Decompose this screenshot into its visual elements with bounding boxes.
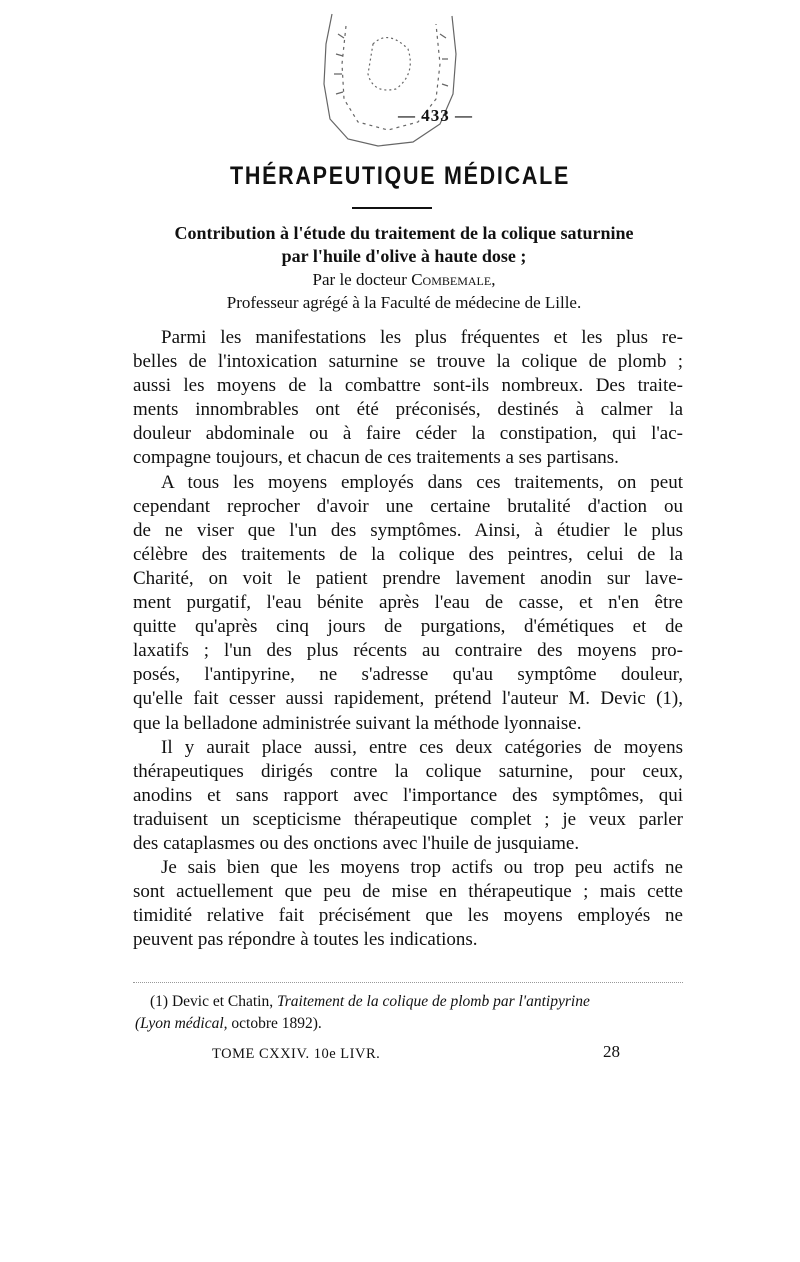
- title-divider: [352, 207, 432, 209]
- article-title-line-1: Contribution à l'étude du traitement de la colique saturnine: [174, 223, 634, 243]
- body-line: Je sais bien que les moyens trop actifs ou trop peu actifs ne: [161, 857, 683, 879]
- body-line: posés, l'antipyrine, ne s'adresse qu'au symptôme douleur,: [133, 664, 683, 686]
- author-line-1: [120, 268, 688, 291]
- body-line: ments innombrables ont été préconisés, destinés à calmer la: [133, 399, 683, 421]
- body-line: qu'elle fait cesser aussi rapidement, prétend l'auteur M. Devic (1),: [133, 688, 683, 710]
- body-line: Charité, on voit le patient prendre lavement anodin sur lave-: [133, 567, 683, 589]
- body-line: douleur abdominale ou à faire céder la constipation, qui l'ac-: [133, 423, 683, 445]
- library-stamp-image: [318, 4, 460, 150]
- section-title: THÉRAPEUTIQUE MÉDICALE: [229, 162, 571, 190]
- body-line: compagne toujours, et chacun de ces traitements a ses partisans.: [133, 447, 619, 469]
- body-line: Parmi les manifestations les plus fréquentes et les plus re-: [161, 327, 683, 348]
- body-line: ment purgatif, l'eau bénite après l'eau de casse, et n'en être: [133, 592, 683, 614]
- body-line: célèbre des traitements de la colique des peintres, celui de la: [133, 543, 683, 565]
- footnote: [135, 991, 700, 1035]
- body-line: sont actuellement que peu de mise en thérapeutique ; mais cette: [133, 881, 683, 903]
- signature-number: 28: [603, 1042, 620, 1061]
- body-line: aussi les moyens de la combattre sont-ils nombreux. Des traite-: [133, 375, 683, 397]
- author-prefix: Par le docteur: [312, 270, 412, 289]
- body-line: thérapeutiques dirigés contre la colique saturnine, pour ceux,: [133, 760, 683, 782]
- body-line: anodins et sans rapport avec l'importance des symptômes, qui: [133, 784, 683, 806]
- body-line: belles de l'intoxication saturnine se trouve la colique de plomb ;: [133, 351, 683, 373]
- body-text: [133, 326, 683, 952]
- footnote-date: octobre 1892).: [227, 1015, 322, 1032]
- body-line: peuvent pas répondre à toutes les indications.: [133, 929, 478, 951]
- body-line: quitte qu'après cinq jours de purgations, d'émétiques et de: [133, 616, 683, 638]
- page-number: — 433 —: [398, 106, 473, 125]
- body-line: timidité relative fait précisément que les moyens employés ne: [133, 905, 683, 927]
- article-title-line-2: par l'huile d'olive à haute dose ;: [281, 246, 527, 266]
- author-affiliation: Professeur agrégé à la Faculté de médecine de Lille.: [226, 293, 582, 312]
- author-block: [120, 268, 688, 314]
- footnote-marker: (1) Devic et Chatin,: [150, 993, 277, 1010]
- article-title: [120, 222, 688, 268]
- signature-label: TOME CXXIV. 10e LIVR.: [212, 1046, 381, 1062]
- footnote-line-2: [135, 1013, 700, 1035]
- body-line: de ne viser que l'un des symptômes. Ainsi, à étudier le plus: [133, 519, 683, 541]
- body-line: cependant reprocher d'avoir une certaine brutalité d'action ou: [133, 495, 683, 517]
- body-line: laxatifs ; l'un des plus récents au contraire des moyens pro-: [133, 640, 683, 662]
- footnote-line-1: [150, 991, 700, 1013]
- footnote-source: (Lyon médical,: [135, 1015, 228, 1032]
- body-line: des cataplasmes ou des onctions avec l'huile de jusquiame.: [133, 832, 580, 854]
- body-line: que la belladone administrée suivant la méthode lyonnaise.: [133, 712, 582, 734]
- footnote-italic-title: Traitement de la colique de plomb par l'antipyrine: [276, 993, 590, 1010]
- footnote-divider: [133, 982, 683, 983]
- body-line: A tous les moyens employés dans ces traitements, on peut: [161, 471, 683, 493]
- body-line: traduisent un scepticisme thérapeutique complet ; je veux parler: [133, 808, 683, 830]
- body-line: Il y aurait place aussi, entre ces deux catégories de moyens: [161, 736, 683, 758]
- author-name: Combemale,: [411, 270, 496, 289]
